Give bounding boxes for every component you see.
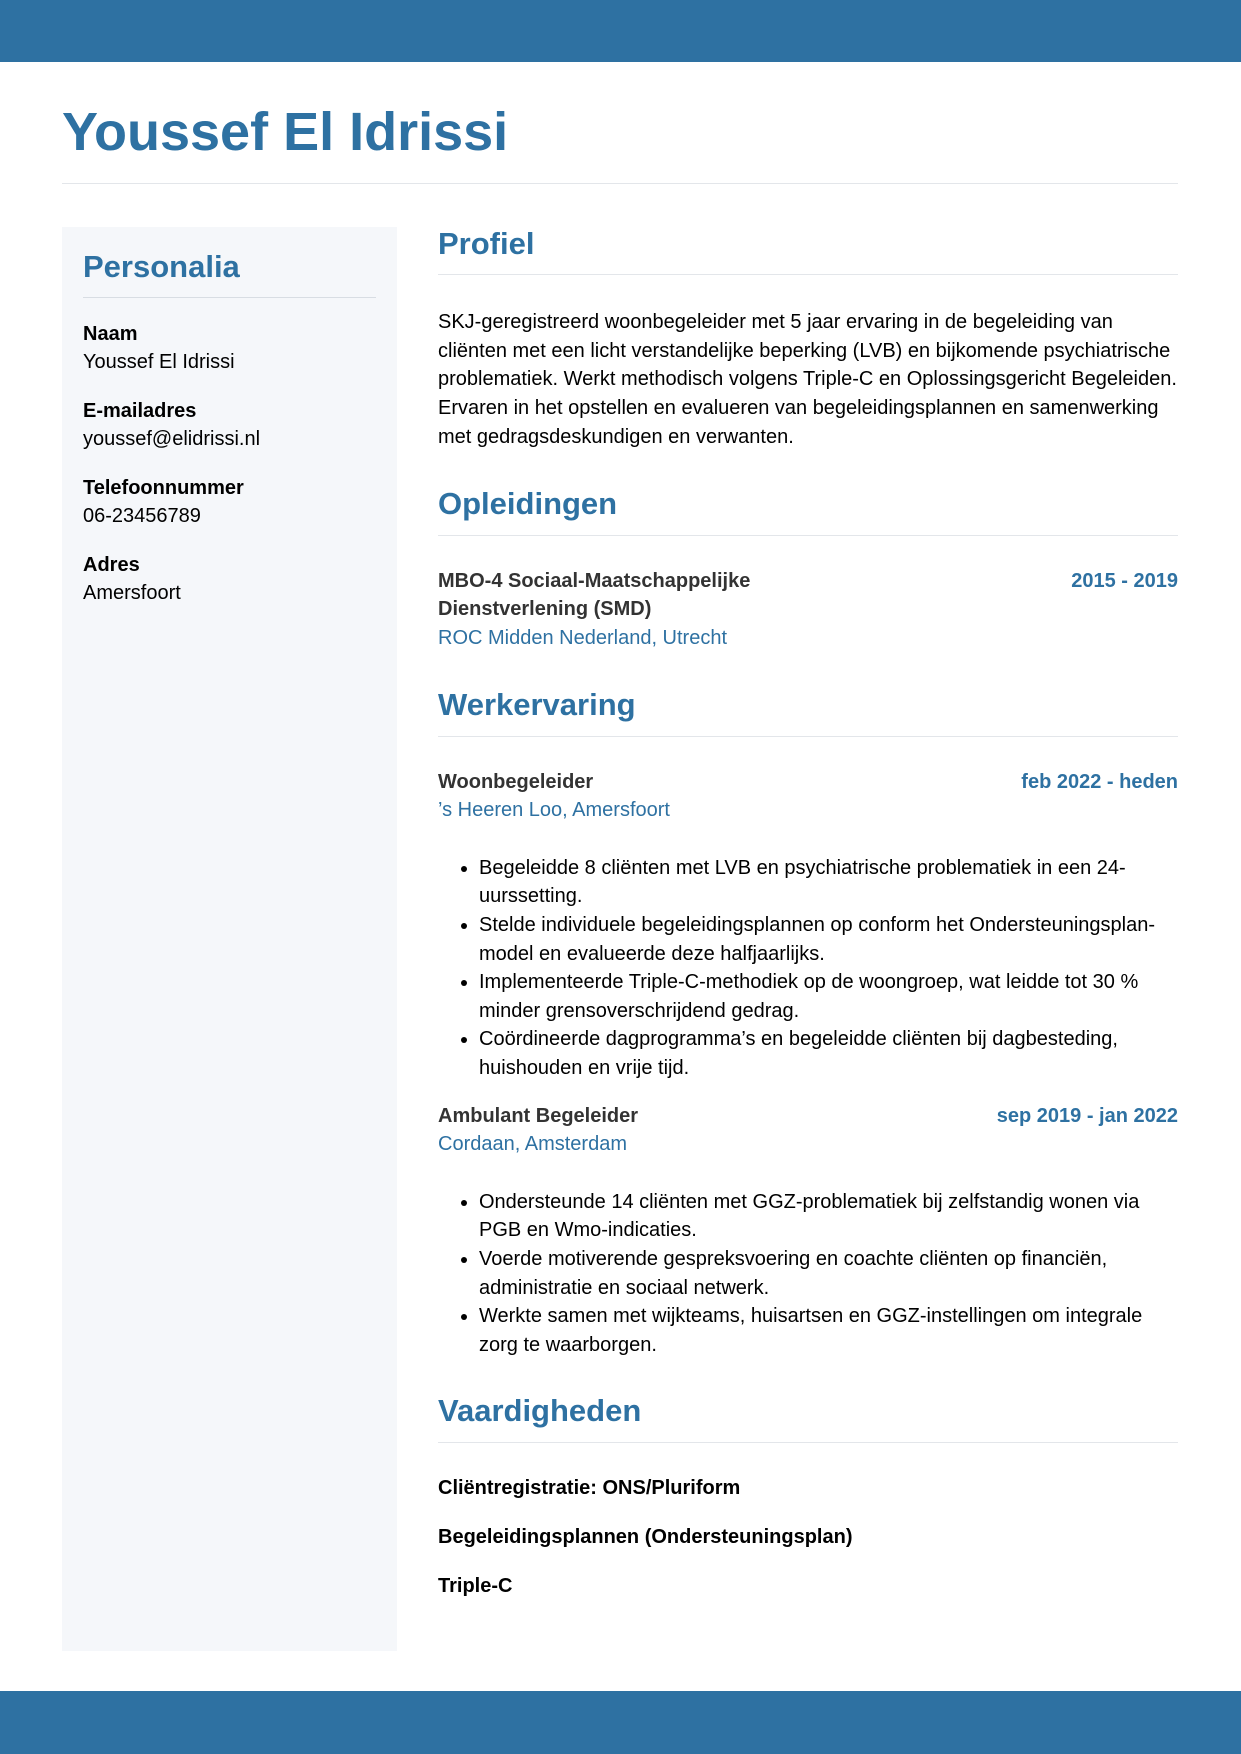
profile-text: SKJ-geregistreerd woonbegeleider met 5 jaar ervaring in de begeleiding van cliënten met een licht verstandelijke beperking (LVB) en bijkomende psychiatrische problematiek. Werkt methodisch volgens Triple-C en Oplossingsgericht Begeleiden. Ervaren in het opstellen en evalueren van begeleidingsplannen en samenwerking met gedragsdeskundigen en verwanten. <box>438 311 1177 448</box>
entry-header <box>438 1102 1178 1131</box>
education-section <box>438 484 1178 652</box>
section-divider <box>438 1442 1178 1443</box>
field-address <box>83 551 376 607</box>
section-heading-education: Opleidingen <box>438 486 618 522</box>
experience-section <box>438 685 1178 1359</box>
entry-title: Woonbegeleider <box>438 770 594 793</box>
skill-item: Triple-C <box>438 1574 513 1597</box>
education-entry <box>438 567 1178 653</box>
entry-header <box>438 768 1178 797</box>
section-divider <box>438 736 1178 737</box>
section-divider <box>438 274 1178 275</box>
skill-item: Begeleidingsplannen (Ondersteuningsplan) <box>438 1525 853 1548</box>
field-value: Amersfoort <box>83 582 181 605</box>
bullet-item: • Stelde individuele begeleidingsplannen op conform het Ondersteuningsplan-model en evalueerde deze halfjaarlijks. <box>479 911 1178 968</box>
entry-organization: Cordaan, Amsterdam <box>438 1133 627 1156</box>
footer-bar <box>0 1691 1241 1754</box>
entry-bullets <box>438 1188 1178 1360</box>
experience-entry <box>438 768 1178 1083</box>
bullet-item: • Voerde motiverende gespreksvoering en coachte cliënten op financiën, administratie en sociaal netwerk. <box>479 1245 1178 1302</box>
bullet-item: • Implementeerde Triple-C-methodiek op de woongroep, wat leidde tot 30 % minder grensoverschrijdend gedrag. <box>479 968 1178 1025</box>
field-value: youssef@elidrissi.nl <box>83 428 261 451</box>
entry-organization: ROC Midden Nederland, Utrecht <box>438 626 728 649</box>
skill-item: Cliëntregistratie: ONS/Pluriform <box>438 1476 741 1499</box>
entry-title: MBO-4 Sociaal-Maatschappelijke Dienstverlening (SMD) <box>438 569 751 621</box>
field-label: E-mailadres <box>83 400 197 423</box>
entry-bullets <box>438 854 1178 1083</box>
personalia-heading: Personalia <box>83 249 240 284</box>
section-divider <box>438 535 1178 536</box>
entry-title: Ambulant Begeleider <box>438 1104 639 1127</box>
experience-entry <box>438 1102 1178 1360</box>
field-label: Naam <box>83 323 138 346</box>
bullet-item: • Werkte samen met wijkteams, huisartsen en GGZ-instellingen om integrale zorg te waarborgen. <box>479 1302 1178 1359</box>
page-title: Youssef El Idrissi <box>62 102 509 162</box>
field-email <box>83 397 376 453</box>
title-divider <box>62 183 1178 184</box>
personalia-sidebar <box>62 227 397 1651</box>
section-heading-skills: Vaardigheden <box>438 1393 642 1429</box>
profile-section <box>438 224 1178 451</box>
entry-header <box>438 567 1178 624</box>
bullet-item: • Coördineerde dagprogramma’s en begeleidde cliënten bij dagbesteding, huishouden en vrije tijd. <box>479 1025 1178 1082</box>
personalia-divider <box>83 297 376 298</box>
entry-dates: feb 2022 - heden <box>1021 770 1178 793</box>
header-bar <box>0 0 1241 62</box>
bullet-item: • Begeleidde 8 cliënten met LVB en psychiatrische problematiek in een 24-uurssetting. <box>479 854 1178 911</box>
section-heading-experience: Werkervaring <box>438 687 636 723</box>
field-value: Youssef El Idrissi <box>83 351 235 374</box>
entry-dates: 2015 - 2019 <box>1071 569 1178 592</box>
section-heading-profile: Profiel <box>438 226 535 261</box>
field-label: Adres <box>83 554 140 577</box>
skills-section <box>438 1391 1178 1599</box>
bullet-item: • Ondersteunde 14 cliënten met GGZ-problematiek bij zelfstandig wonen via PGB en Wmo-indicaties. <box>479 1188 1178 1245</box>
entry-dates: sep 2019 - jan 2022 <box>996 1104 1178 1127</box>
field-label: Telefoonnummer <box>83 477 244 500</box>
field-phone <box>83 474 376 530</box>
field-name <box>83 320 376 376</box>
main-content <box>438 224 1178 1600</box>
field-value: 06-23456789 <box>83 505 201 528</box>
entry-organization: ’s Heeren Loo, Amersfoort <box>438 799 670 822</box>
